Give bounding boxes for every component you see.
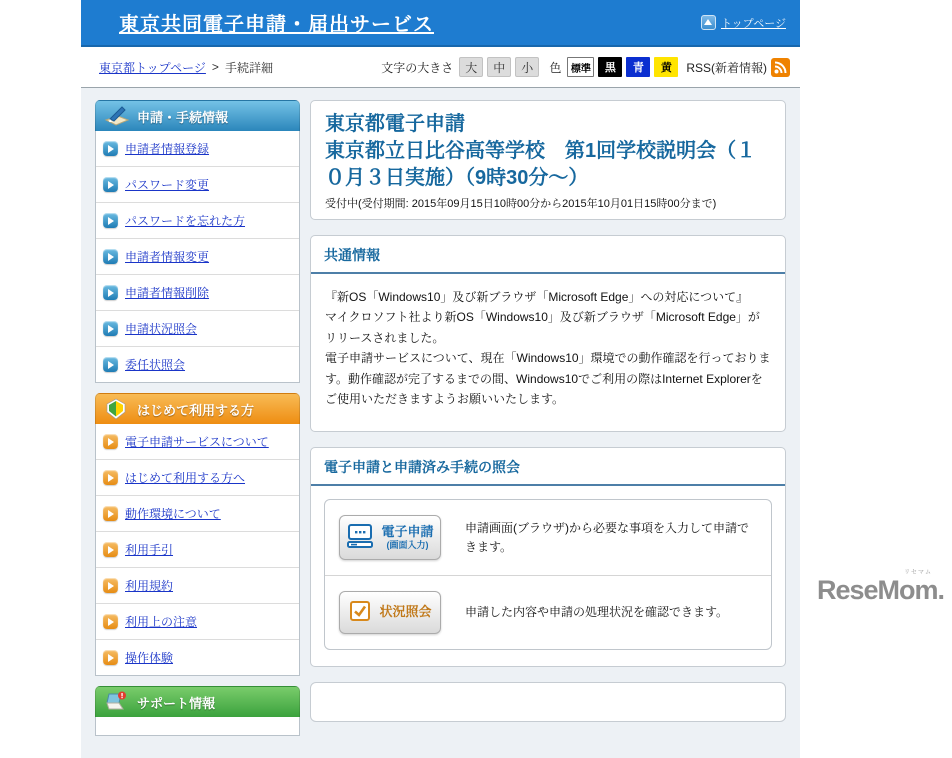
breadcrumb (99, 59, 273, 76)
inquiry-box (324, 499, 772, 650)
arrow-bullet-icon (103, 213, 118, 228)
font-size-medium-button[interactable]: 中 (487, 57, 511, 77)
font-size-large-button[interactable]: 大 (459, 57, 483, 77)
sidebar-item-trial[interactable]: 操作体験 (96, 639, 299, 675)
acceptance-status: 受付中(受付期間: 2015年09月15日10時00分から2015年10月01日15時00分まで) (325, 198, 717, 210)
laptop-icon (104, 690, 130, 714)
pen-paper-icon (104, 104, 130, 128)
color-black-button[interactable]: 黒 (598, 57, 622, 77)
sidebar-item-proxy-status[interactable]: 委任状照会 (96, 346, 299, 382)
up-arrow-icon[interactable] (701, 15, 716, 30)
top-page-link-group (701, 15, 786, 31)
inquiry-heading: 電子申請と申請済み手続の照会 (311, 448, 785, 486)
site-container (81, 0, 800, 758)
sidebar-item-applicant-change[interactable]: 申請者情報変更 (96, 238, 299, 274)
sidebar-header-procedure-info (95, 100, 300, 131)
common-info-heading: 共通情報 (311, 236, 785, 274)
sidebar-item-first-time-guide[interactable]: はじめて利用する方へ (96, 459, 299, 495)
sidebar-item-placeholder (96, 717, 299, 735)
sidebar-section-support-info (95, 686, 300, 736)
procedure-title-panel (310, 100, 786, 220)
font-size-small-button[interactable]: 小 (515, 57, 539, 77)
arrow-bullet-icon (103, 321, 118, 336)
rss-icon[interactable] (771, 58, 790, 77)
sidebar-header-first-time (95, 393, 300, 424)
sidebar-item-applicant-register[interactable]: 申請者情報登録 (96, 131, 299, 166)
rss-label: RSS(新着情報) (686, 60, 767, 75)
sidebar-section-title: 申請・手続情報 (137, 109, 229, 125)
arrow-bullet-icon (103, 542, 118, 557)
sidebar-section-title: サポート情報 (137, 695, 216, 711)
status-inquiry-row (325, 575, 771, 649)
sidebar (95, 100, 300, 746)
sidebar-item-application-status[interactable]: 申請状況照会 (96, 310, 299, 346)
sidebar-item-usage-notes[interactable]: 利用上の注意 (96, 603, 299, 639)
arrow-bullet-icon (103, 578, 118, 593)
sidebar-item-password-forgot[interactable]: パスワードを忘れた方 (96, 202, 299, 238)
watermark-text: ReseMom. (816, 575, 944, 605)
sidebar-item-password-change[interactable]: パスワード変更 (96, 166, 299, 202)
common-info-paragraph: 『新OS「Windows10」及び新ブラウザ「Microsoft Edge」への対応について』 (325, 290, 749, 304)
rss-group (686, 58, 790, 77)
site-header (81, 0, 800, 47)
watermark-ruby: リセマム (904, 570, 932, 576)
electronic-application-row (325, 500, 771, 575)
status-inquiry-description: 申請した内容や申請の処理状況を確認できます。 (465, 605, 729, 620)
beginner-mark-icon (104, 397, 130, 421)
breadcrumb-home-link[interactable]: 東京都トップページ (99, 60, 206, 75)
common-info-body (311, 274, 785, 431)
font-size-label: 文字の大きさ (381, 60, 454, 75)
content-area (81, 88, 800, 758)
sidebar-item-user-manual[interactable]: 利用手引 (96, 531, 299, 567)
arrow-bullet-icon (103, 285, 118, 300)
common-info-paragraph: 電子申請サービスについて、現在「Windows10」環境での動作確認を行っております。動作確認が完了するまでの間、Windows10でご利用の際はInternet Explorerをご使用いただきますようお願いいたします。 (325, 351, 771, 406)
arrow-bullet-icon (103, 141, 118, 156)
arrow-bullet-icon (103, 650, 118, 665)
electronic-application-description: 申請画面(ブラウザ)から必要な事項を入力して申請できます。 (465, 520, 749, 554)
arrow-bullet-icon (103, 249, 118, 264)
inquiry-panel (310, 447, 786, 667)
monitor-icon (346, 523, 374, 552)
checkbox-checked-icon (348, 599, 372, 626)
breadcrumb-current: 手続詳細 (224, 60, 273, 75)
sidebar-item-about-service[interactable]: 電子申請サービスについて (96, 424, 299, 459)
common-info-panel (310, 235, 786, 432)
sidebar-section-procedure-info (95, 100, 300, 383)
procedure-title: 東京都電子申請 東京都立日比谷高等学校 第1回学校説明会（１０月３日実施）（9時30分～） (325, 113, 757, 189)
sidebar-item-environment[interactable]: 動作環境について (96, 495, 299, 531)
accessibility-toolbar (375, 57, 790, 77)
status-inquiry-button[interactable]: 状況照会 (339, 591, 441, 634)
sidebar-header-support-info (95, 686, 300, 717)
color-label: 色 (549, 60, 562, 75)
resemom-watermark-logo (816, 570, 944, 605)
sidebar-section-title: はじめて利用する方 (137, 402, 255, 418)
main-column (310, 100, 786, 722)
top-page-link[interactable]: トップページ (720, 17, 786, 30)
sidebar-item-applicant-delete[interactable]: 申請者情報削除 (96, 274, 299, 310)
electronic-application-button[interactable]: 電子申請 (画面入力) (339, 515, 441, 560)
arrow-bullet-icon (103, 177, 118, 192)
next-panel-stub (310, 682, 786, 722)
arrow-bullet-icon (103, 614, 118, 629)
color-standard-button[interactable]: 標準 (567, 57, 594, 77)
arrow-bullet-icon (103, 434, 118, 449)
site-title-link[interactable]: 東京共同電子申請・届出サービス (119, 14, 434, 36)
common-info-paragraph: マイクロソフト社より新OS「Windows10」及び新ブラウザ「Microsoft Edge」がリリースされました。 (325, 310, 760, 345)
breadcrumb-toolbar-row (81, 47, 800, 88)
color-blue-button[interactable]: 青 (626, 57, 650, 77)
arrow-bullet-icon (103, 470, 118, 485)
breadcrumb-separator: > (211, 60, 219, 74)
arrow-bullet-icon (103, 506, 118, 521)
arrow-bullet-icon (103, 357, 118, 372)
sidebar-section-first-time (95, 393, 300, 676)
sidebar-item-terms[interactable]: 利用規約 (96, 567, 299, 603)
color-yellow-button[interactable]: 黄 (654, 57, 678, 77)
